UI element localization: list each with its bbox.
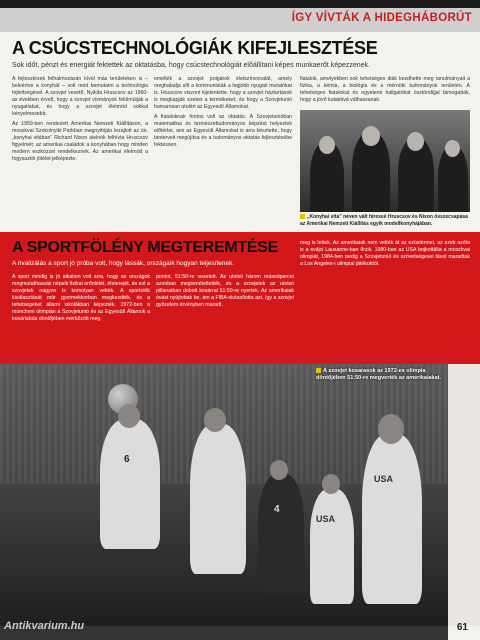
paragraph: meg is lettek. Az amerikaiak nem vették át az ezüstérmet, az ezek azóta is a svájci Lausanne-ban őrzik. 1980-ban az USA bojkottálta a moszkvai olimpiát, 1984-ben pedig a Szovjetunió és szövetségesei távol maradtak a Los Angeles-i olimpiai játékoktól.: [300, 240, 470, 267]
yellow-square-icon: [316, 368, 321, 373]
player-soviet: [100, 419, 160, 549]
figure-head: [407, 132, 424, 151]
figure-head: [319, 136, 335, 154]
jersey-number: 4: [274, 504, 280, 515]
section1-lead: Sok időt, pénzt és energiát fektettek az oktatásba, hogy csúcstechnológiát előállítani képes munkaerőt képezzenek.: [12, 62, 370, 69]
section2-col2: [156, 274, 294, 309]
section1-col2: [154, 76, 292, 152]
player-usa: [310, 489, 354, 604]
top-strip: [0, 0, 480, 8]
photo2-caption: [316, 368, 444, 382]
player-head: [378, 414, 404, 444]
section1-col1: [12, 76, 148, 166]
paragraph: A sport mindig is jó alkalom volt arra, hogy az országok megmutathassák népeik fizikai erőnlétét, életerejét, és ezt a szovjetek nagyon is komolyan vették. A sportolók kiválasztását már gyermekkorban megkezdték, és a tehetségeket állami iskolákban képezték. 1972-ben a müncheni olimpián a Szovjetunió és az Egyesült Államok a kosárlabda döntőjében mérkőzött meg.: [12, 274, 150, 322]
yellow-square-icon: [300, 214, 305, 219]
basketball-photo: [0, 364, 448, 626]
player-usa: [190, 424, 246, 574]
figure-head: [445, 140, 460, 157]
paragraph: pontot, 51:50-re vezetett. Az utolsó három másodpercet azonban megismételtették, és a szovjetek az utolsó pillanatban dobott kosárral 51:50-re nyertek. Az amerikaiak óvást nyújtottak be, ám a FIBA elutasította azt, így a szovjet győzelem érvényben maradt.: [156, 274, 294, 308]
paragraph: Az 1959-ben rendezett Amerikai Nemzeti Kiállításon, a moszkvai Szokolnyiki Parkban megnyitóján lezajlott az ún. „konyhai vitában” Richard Nixon alelnök felhívta Hruscsov figyelmét: az amerikai családok a konyhában hogy minden modern eszközzel rendelkeznek. Az amerikai életmód a fogyasztói jólétet jelképezte.: [12, 121, 148, 162]
paragraph: A fejlesztések felhalmozásán kívül más területeken is – beleértve a konyhát – volt mód bemutatni a technológia fejlettségével. A szovjet vezető, Nyikita Hruscsov az 1960-as években érvelt, hogy a szovjet vívmányok felülmúlják a nyugatiakat, és hogy a szovjet életmód sokkal kényelmesebb.: [12, 76, 148, 117]
player-soviet: [258, 474, 304, 594]
section1-title: A CSÚCSTECHNOLÓGIÁK KIFEJLESZTÉSE: [12, 38, 378, 58]
series-title: ÍGY VÍVTÁK A HIDEGHÁBORÚT: [291, 12, 472, 24]
player-head: [322, 474, 340, 494]
photo1-caption: [300, 214, 470, 227]
page-number: 61: [456, 622, 468, 633]
jersey-number: 6: [124, 454, 130, 465]
figure-head: [362, 126, 380, 146]
paragraph: A fiataloknak fontos volt az oktatás. A Szovjetunióban matematikai és természettudományos képzést helyeztek előtérbe, ami az Egyesült Államokat is arra késztette, hogy tanterveit megújítsa és a tudományos oktatás fejlesztésébe fektessen.: [154, 114, 292, 148]
jersey-text: USA: [316, 514, 336, 524]
section2-col1: [12, 274, 150, 323]
player-usa: [362, 434, 422, 604]
section2-col3: [300, 240, 470, 268]
photo2-caption-text: A szovjet kosarasok az 1972-es olimpia döntőjében 51:50-re megverték az amerikaiakat.: [316, 368, 442, 381]
page-margin: [448, 364, 480, 626]
kitchen-debate-photo: [300, 110, 470, 212]
jersey-text: USA: [374, 474, 394, 484]
section1-col3: [300, 76, 470, 107]
photo1-caption-text: „Konyhai vita” néven vált híressé Hruscsov és Nixon összecsapása az Amerikai Nemzeti Kiállítás egyik modellkonyhájában.: [300, 214, 468, 227]
player-head: [270, 460, 288, 480]
section2-lead: A rivalizálás a sport jó próba volt, hogy lássák, országaik hogyan teljesítenek.: [12, 260, 235, 267]
section2-title: A SPORTFÖLÉNY MEGTEREMTÉSE: [12, 239, 279, 256]
player-head: [118, 404, 140, 428]
player-head: [204, 408, 226, 432]
watermark: Antikvarium.hu: [4, 620, 85, 632]
paragraph: fiatalok, amelyekben sok tehetséges diák kezdhette meg tanulmányait a fizika, a kémia, a biológia és a mérnöki tudományok területén. A tehetséges fiatalokat és egyetemi hallgatókat ösztöndíjjal támogatták, hogy a jövő kutatóivá válhassanak.: [300, 76, 470, 103]
paragraph: emelték a szovjet polgárok életszínvonalát, amely meghaladja sőt a kommunisták a legjobb nyugati mutatókat is. Hruscsov viszont kijelentette, hogy a szovjet háztartások is megkapják ezeket a termékeket, és hogy a Szovjetunió hamarosan utoléri az Egyesült Államokat.: [154, 76, 292, 110]
